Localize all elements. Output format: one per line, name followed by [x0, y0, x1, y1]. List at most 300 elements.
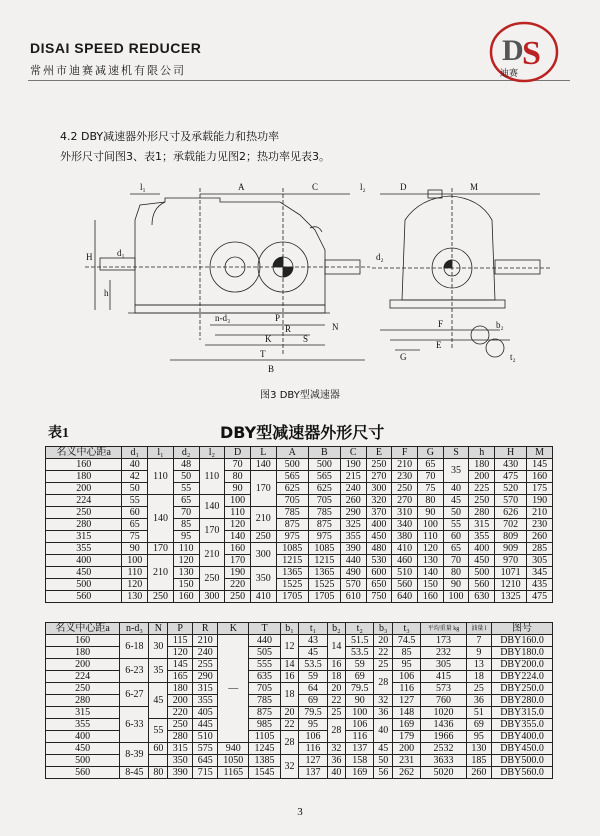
table-header: D	[225, 447, 251, 459]
table-cell-merged: 140	[199, 495, 225, 519]
table-cell: 90	[225, 483, 251, 495]
table-cell: 450	[469, 555, 495, 567]
table-cell: 355	[46, 543, 122, 555]
table-cell: 75	[122, 531, 148, 543]
dim-label-N: N	[332, 322, 339, 332]
table-cell: 785	[308, 507, 340, 519]
table-cell: 262	[393, 767, 421, 779]
table-cell: 285	[527, 543, 553, 555]
table-cell: 8-45	[120, 767, 149, 779]
table-cell: 210	[193, 635, 218, 647]
table-cell: 300	[366, 483, 392, 495]
table-cell: 200	[46, 659, 120, 671]
table-cell: 148	[393, 707, 421, 719]
figure-caption: 图3 DBY型减速器	[260, 390, 340, 401]
table-row	[46, 483, 553, 495]
table-cell: 127	[393, 695, 421, 707]
table-cell: 460	[392, 555, 418, 567]
table-cell: 59	[299, 671, 327, 683]
table-cell-merged: 170	[250, 471, 276, 507]
table-cell: 750	[366, 591, 392, 603]
table-cell: 106	[346, 719, 374, 731]
table-cell: 100	[122, 555, 148, 567]
table-cell-merged: 28	[327, 719, 346, 743]
table-header: K	[218, 623, 249, 635]
table-cell-merged: 28	[374, 671, 393, 695]
table-cell: 36	[374, 707, 393, 719]
table-cell: 875	[249, 707, 280, 719]
table-row	[46, 507, 553, 519]
table-cell: 500	[276, 459, 308, 471]
table-cell: 315	[46, 707, 120, 719]
dim-label-G: G	[400, 352, 407, 362]
table-row	[46, 579, 553, 591]
table-cell: 80	[149, 767, 168, 779]
table-cell: 450	[46, 743, 120, 755]
table-cell: 110	[225, 507, 251, 519]
table-cell: 250	[46, 683, 120, 695]
table-cell-merged: 35	[443, 459, 469, 483]
table-row	[46, 543, 553, 555]
table-row	[46, 519, 553, 531]
table-cell: 60	[149, 743, 168, 755]
table-header: B	[308, 447, 340, 459]
table-cell-merged: 210	[199, 543, 225, 567]
table-cell: 50	[374, 755, 393, 767]
table-cell-merged: 12	[280, 635, 299, 659]
table-cell: 1215	[308, 555, 340, 567]
table-cell: 116	[393, 683, 421, 695]
table-cell: 280	[46, 695, 120, 707]
table-cell-merged: 32	[280, 755, 299, 779]
dim-label-t2: t₂	[510, 352, 516, 362]
table-cell: 90	[122, 543, 148, 555]
table-cell: 45	[443, 495, 469, 507]
table-cell: 380	[392, 531, 418, 543]
table-cell: 200	[168, 695, 193, 707]
table-cell: 65	[173, 495, 199, 507]
table-cell: 1165	[218, 767, 249, 779]
table-cell: 400	[366, 519, 392, 531]
table-cell: 400	[46, 555, 122, 567]
table-cell: 20	[374, 635, 393, 647]
section-title: 4.2 DBY减速器外形尺寸及承载能力和热功率	[60, 130, 280, 143]
table-cell-merged: 6-33	[120, 707, 149, 743]
table-cell: 95	[466, 731, 491, 743]
table-cell: 65	[122, 519, 148, 531]
table-cell: 79.5	[346, 683, 374, 695]
table-row	[46, 567, 553, 579]
table-cell: 560	[46, 767, 120, 779]
table-cell: 325	[340, 519, 366, 531]
table-cell-merged: 18	[280, 683, 299, 707]
table-cell: 85	[393, 647, 421, 659]
table-cell: 290	[193, 671, 218, 683]
table-header: 名义中心距a	[46, 447, 122, 459]
table-cell: DBY200.0	[492, 659, 553, 671]
table-cell: 450	[46, 567, 122, 579]
table-row	[46, 495, 553, 507]
table-header: F	[392, 447, 418, 459]
table-cell: 74.5	[393, 635, 421, 647]
table-cell: 1215	[276, 555, 308, 567]
table-cell: 179	[393, 731, 421, 743]
table-header: N	[149, 623, 168, 635]
table-cell: 64	[299, 683, 327, 695]
table-header: h	[469, 447, 495, 459]
table-cell: 190	[340, 459, 366, 471]
table-cell: DBY250.0	[492, 683, 553, 695]
table-cell-merged: 30	[149, 635, 168, 659]
table-cell: 255	[193, 659, 218, 671]
table-header: 图号	[492, 623, 553, 635]
table-cell: 1071	[495, 567, 527, 579]
table-cell: 625	[276, 483, 308, 495]
table-cell: 625	[308, 483, 340, 495]
table1-title: DBY型减速器外形尺寸	[220, 423, 385, 442]
table-cell: 169	[346, 767, 374, 779]
table-cell: 16	[280, 671, 299, 683]
table-cell: 390	[168, 767, 193, 779]
table-cell: 95	[393, 659, 421, 671]
table-cell: 50	[173, 471, 199, 483]
table-cell: 70	[443, 555, 469, 567]
table-header: t₂	[346, 623, 374, 635]
table-cell: 130	[466, 743, 491, 755]
table-cell-merged: 210	[148, 555, 174, 591]
table-cell: 1085	[308, 543, 340, 555]
table-cell: 305	[527, 555, 553, 567]
table-cell: 79.5	[299, 707, 327, 719]
table-cell: 215	[340, 471, 366, 483]
table-header: b₁	[280, 623, 299, 635]
table-cell: 1050	[218, 755, 249, 767]
table-cell: 190	[225, 567, 251, 579]
table-cell: 160	[527, 471, 553, 483]
table-cell: 210	[392, 459, 418, 471]
table-cell: 18	[466, 671, 491, 683]
table-cell: DBY560.0	[492, 767, 553, 779]
table-cell: 400	[469, 543, 495, 555]
table-cell: 51	[466, 707, 491, 719]
table-cell: 520	[495, 483, 527, 495]
table-cell: 500	[308, 459, 340, 471]
table-cell: 70	[173, 507, 199, 519]
table-cell: 975	[308, 531, 340, 543]
table-cell: 1525	[308, 579, 340, 591]
table-cell: 1545	[249, 767, 280, 779]
table-cell: 370	[366, 507, 392, 519]
table-cell: 5020	[421, 767, 467, 779]
dim-label-D: D	[400, 182, 407, 192]
table-cell: 145	[168, 659, 193, 671]
dim-label-T: T	[260, 349, 266, 359]
table-cell: 260	[340, 495, 366, 507]
table-header: b₃	[374, 623, 393, 635]
table-cell: 1966	[421, 731, 467, 743]
table-cell: 210	[527, 507, 553, 519]
table-header: t₃	[393, 623, 421, 635]
table-cell: 116	[299, 743, 327, 755]
table-cell: 95	[173, 531, 199, 543]
table-cell-merged: 40	[374, 719, 393, 743]
table-cell: 225	[469, 483, 495, 495]
table-cell: 500	[46, 579, 122, 591]
table-row	[46, 531, 553, 543]
table-cell: 345	[527, 567, 553, 579]
table-cell: 350	[168, 755, 193, 767]
table-cell: 510	[392, 567, 418, 579]
table-cell: 100	[443, 591, 469, 603]
dim-label-l2: l₂	[360, 182, 366, 192]
table-cell: 220	[225, 579, 251, 591]
table-cell: 230	[392, 471, 418, 483]
table-cell: 410	[392, 543, 418, 555]
dim-label-h: h	[104, 288, 109, 298]
table-cell: 809	[495, 531, 527, 543]
table-cell: 705	[276, 495, 308, 507]
table-cell: 137	[346, 743, 374, 755]
table-cell: 110	[417, 531, 443, 543]
table-cell: 630	[469, 591, 495, 603]
table-cell: 56	[374, 767, 393, 779]
table-cell: 985	[249, 719, 280, 731]
table-cell: 1210	[495, 579, 527, 591]
table-cell: 1020	[421, 707, 467, 719]
table-cell: 100	[346, 707, 374, 719]
dim-label-R: R	[285, 324, 292, 334]
dim-label-S: S	[303, 334, 309, 344]
table-cell: 173	[421, 635, 467, 647]
table-cell: 705	[249, 683, 280, 695]
table-cell: 127	[299, 755, 327, 767]
table-cell: 40	[122, 459, 148, 471]
table-cell: 69	[346, 671, 374, 683]
logo-text: 迪赛	[500, 69, 519, 79]
table-cell: 53.5	[346, 647, 374, 659]
table-cell: 315	[193, 683, 218, 695]
table-cell: 600	[366, 567, 392, 579]
table-cell: 160	[173, 591, 199, 603]
table-header: d₁	[122, 447, 148, 459]
table-cell: 75	[417, 483, 443, 495]
table-cell: 415	[421, 671, 467, 683]
table-cell: 875	[308, 519, 340, 531]
table-cell: 185	[466, 755, 491, 767]
table-cell: 320	[366, 495, 392, 507]
table-header: G	[417, 447, 443, 459]
table-cell: 110	[122, 567, 148, 579]
table-cell-merged: 300	[250, 543, 276, 567]
table-cell: 16	[327, 659, 346, 671]
table-cell: 635	[249, 671, 280, 683]
table-cell: 250	[392, 483, 418, 495]
table-cell: 565	[308, 471, 340, 483]
table-cell: 140	[417, 567, 443, 579]
table-cell: 80	[417, 495, 443, 507]
table-cell: DBY224.0	[492, 671, 553, 683]
dim-label-nd3: n-d₃	[215, 313, 231, 323]
table-cell-merged: 110	[199, 459, 225, 495]
table-cell: 145	[527, 459, 553, 471]
table-header: E	[366, 447, 392, 459]
table-cell: 1105	[249, 731, 280, 743]
table-cell: 100	[417, 519, 443, 531]
table-cell-merged: —	[218, 635, 249, 743]
table-cell-merged: 28	[280, 731, 299, 755]
table-cell-merged: 350	[250, 567, 276, 591]
table-header: t₁	[299, 623, 327, 635]
table-cell: 22	[280, 719, 299, 731]
dim-label-l1: l₁	[140, 182, 146, 192]
table-cell: 315	[46, 531, 122, 543]
table-cell: 14	[280, 659, 299, 671]
table-cell-merged: 6-18	[120, 635, 149, 659]
table-cell: 69	[466, 719, 491, 731]
table-cell: 20	[327, 683, 346, 695]
table-cell-merged: 14	[327, 635, 346, 659]
table-cell: 2532	[421, 743, 467, 755]
table-cell: 702	[495, 519, 527, 531]
table-header: R	[193, 623, 218, 635]
table-header: l₂	[199, 447, 225, 459]
table-cell: 180	[469, 459, 495, 471]
dim-label-H: H	[86, 252, 93, 262]
table-header: L	[250, 447, 276, 459]
table-cell: 43	[299, 635, 327, 647]
table-cell: 60	[443, 531, 469, 543]
page-number: 3	[297, 806, 303, 818]
table-header: d₂	[173, 447, 199, 459]
table-cell: 1245	[249, 743, 280, 755]
table-cell: 310	[392, 507, 418, 519]
table-cell: 250	[46, 507, 122, 519]
table-cell: 573	[421, 683, 467, 695]
table-cell-merged: 110	[148, 459, 174, 495]
table-cell: 175	[527, 483, 553, 495]
table-cell: 70	[225, 459, 251, 471]
table-cell: 13	[466, 659, 491, 671]
table-cell: 1705	[276, 591, 308, 603]
svg-text:S: S	[522, 35, 541, 72]
dim-label-F: F	[438, 319, 444, 329]
table-cell: 510	[193, 731, 218, 743]
table-cell: 232	[421, 647, 467, 659]
svg-text:D: D	[502, 34, 524, 67]
table-cell: 90	[443, 579, 469, 591]
table-header: l₁	[148, 447, 174, 459]
table-cell: 80	[225, 471, 251, 483]
table-cell: 45	[299, 647, 327, 659]
table-cell	[149, 755, 168, 767]
table-cell: 560	[46, 591, 122, 603]
table-cell: 405	[193, 707, 218, 719]
table-cell: 410	[250, 591, 276, 603]
table-cell: 180	[46, 647, 120, 659]
dim-label-M: M	[470, 182, 479, 192]
table-cell: 355	[46, 719, 120, 731]
table-cell: 280	[46, 519, 122, 531]
table-cell: 250	[366, 459, 392, 471]
table-cell: 260	[466, 767, 491, 779]
table-cell: 555	[249, 659, 280, 671]
table-cell: 95	[299, 719, 327, 731]
table-cell: 32	[374, 695, 393, 707]
table-header: S	[443, 447, 469, 459]
table-cell: 250	[225, 591, 251, 603]
table-cell: 475	[495, 471, 527, 483]
table-cell: 875	[276, 519, 308, 531]
table-cell: 50	[122, 483, 148, 495]
table-cell: 715	[193, 767, 218, 779]
table-header: P	[168, 623, 193, 635]
table-cell: 59	[346, 659, 374, 671]
table-header: M	[527, 447, 553, 459]
table-cell: 50	[443, 507, 469, 519]
table-cell: 565	[276, 471, 308, 483]
table-cell: 430	[495, 459, 527, 471]
table-cell: 1365	[308, 567, 340, 579]
table-cell: 130	[122, 591, 148, 603]
table-cell: 400	[46, 731, 120, 743]
table-cell: 560	[469, 579, 495, 591]
table-cell: 160	[225, 543, 251, 555]
table-cell: 300	[199, 591, 225, 603]
table-cell: 20	[280, 707, 299, 719]
table-cell-merged: 6-27	[120, 683, 149, 707]
table-cell: 940	[218, 743, 249, 755]
table-header: C	[340, 447, 366, 459]
table-cell: 250	[250, 531, 276, 543]
table-cell: DBY315.0	[492, 707, 553, 719]
table-cell: 200	[393, 743, 421, 755]
dim-label-E: E	[436, 340, 442, 350]
table-cell: 150	[417, 579, 443, 591]
table-cell: DBY400.0	[492, 731, 553, 743]
table-cell: 570	[340, 579, 366, 591]
dim-label-b2: b₂	[496, 320, 504, 330]
table-cell: 165	[168, 671, 193, 683]
table-cell: 170	[225, 555, 251, 567]
table-cell: 53.5	[299, 659, 327, 671]
section-description: 外形尺寸间图3、表1；承载能力见图2；热功率见表3。	[60, 150, 330, 163]
table-cell: 106	[299, 731, 327, 743]
brand-title: DISAI SPEED REDUCER	[30, 40, 202, 56]
table-cell: 120	[225, 519, 251, 531]
table-cell: 224	[46, 495, 122, 507]
table-cell: 45	[374, 743, 393, 755]
table-cell: 505	[249, 647, 280, 659]
table-cell: 970	[495, 555, 527, 567]
table-cell: 40	[327, 767, 346, 779]
table-cell-merged: 250	[199, 567, 225, 591]
table-cell: 200	[469, 471, 495, 483]
table-cell: 40	[443, 483, 469, 495]
table-cell: 640	[392, 591, 418, 603]
dim-label-P: P	[275, 313, 281, 323]
table-cell: 60	[122, 507, 148, 519]
table-cell: 475	[527, 591, 553, 603]
table-cell: 785	[276, 507, 308, 519]
dim-label-C: C	[312, 182, 319, 192]
table-row	[46, 707, 553, 719]
table-row	[46, 635, 553, 647]
table-cell-merged: 35	[149, 659, 168, 683]
table-cell: 280	[469, 507, 495, 519]
table-cell: 390	[340, 543, 366, 555]
table-cell: 160	[46, 459, 122, 471]
table-header: n-d₃	[120, 623, 149, 635]
